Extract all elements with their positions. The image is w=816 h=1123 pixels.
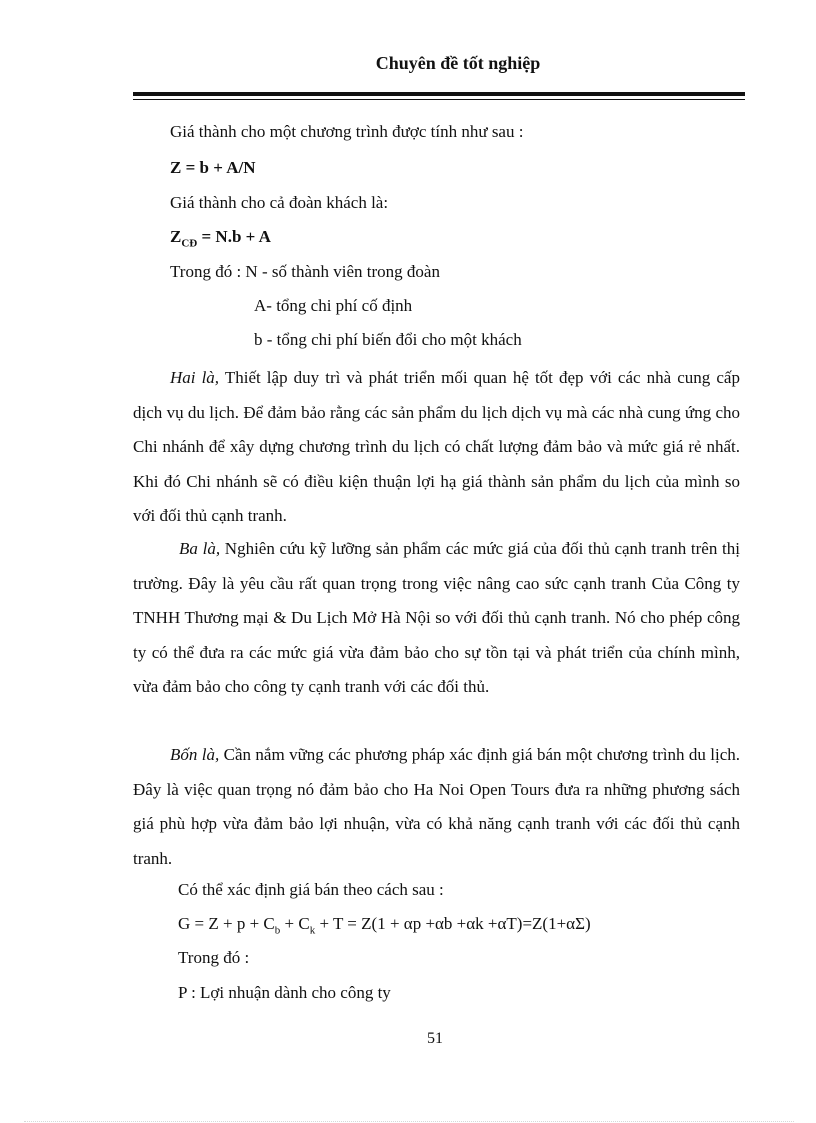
profit-definition: P : Lợi nhuận dành cho công ty [178, 983, 391, 1002]
formula-sale-part-b: + C [280, 914, 310, 933]
formula-sale-sub-b: b [274, 924, 281, 937]
formula-sale-part-a: G = Z + p + C [178, 914, 275, 933]
formula-group-z: Z [170, 227, 182, 246]
where-item-b: b - tổng chi phí biến đổi cho một khách [254, 330, 522, 349]
paragraph-four-lead: Bốn là, [170, 745, 220, 764]
formula-sale-sub-k: k [309, 924, 316, 937]
where-item-a: A- tổng chi phí cố định [254, 296, 413, 315]
formula-group-rest: = N.b + A [197, 227, 271, 246]
where-line-two: Trong đó : [178, 948, 250, 967]
header-rule-thin [133, 99, 745, 100]
page-number: 51 [427, 1030, 443, 1047]
paragraph-two-lead: Hai là, [170, 368, 220, 387]
paragraph-four-text: Cần nắm vững các phương pháp xác định giá bán một chương trình du lịch. Đây là việc quan trọng nó đảm bảo cho Ha Noi Open Tours đưa ra những phương sách giá phù hợp vừa đảm bảo lợi nhuận, vừa có khả năng cạnh tranh với các đối thủ cạnh tranh. [133, 745, 740, 868]
formula-group-cost [170, 225, 271, 255]
formula-unit-cost: Z = b + A/N [170, 158, 256, 177]
intro-line: Giá thành cho một chương trình được tính như sau : [170, 122, 524, 141]
formula-sale-part-c: + T = Z(1 + αp +αb +αk +αT)=Z(1+αΣ) [315, 914, 591, 933]
paragraph-three-text: Nghiên cứu kỹ lưỡng sản phẩm các mức giá của đối thủ cạnh tranh trên thị trường. Đây là yêu cầu rất quan trọng trong việc nâng cao sức cạnh tranh Của Công ty TNHH Thương mại & Du Lịch Mở Hà Nội so với đối thủ cạnh tranh. Nó cho phép công ty có thể đưa ra các mức giá vừa đảm bảo cho sự tồn tại và phát triển của chính mình, vừa đảm bảo cho công ty cạnh tranh với các đối thủ. [133, 539, 741, 696]
paragraph-two [133, 361, 740, 534]
sale-price-line: Có thể xác định giá bán theo cách sau : [178, 880, 444, 899]
bottom-dotted-rule [24, 1121, 794, 1122]
paragraph-two-text: Thiết lập duy trì và phát triển mối quan hệ tốt đẹp với các nhà cung cấp dịch vụ du lịch. Để đảm bảo rằng các sản phẩm du lịch dịch vụ mà các nhà cung ứng cho Chi nhánh để xây dựng chương trình du lịch có chất lượng đảm bảo và mức giá rẻ nhất. Khi đó Chi nhánh sẽ có điều kiện thuận lợi hạ giá thành sản phẩm du lịch của mình so với đối thủ cạnh tranh. [133, 368, 740, 525]
paragraph-three-lead: Ba là, [179, 539, 221, 558]
page-header-title: Chuyên đề tốt nghiệp [375, 53, 541, 73]
group-cost-line: Giá thành cho cả đoàn khách là: [170, 193, 389, 212]
formula-group-sub: CĐ [181, 237, 198, 250]
where-line: Trong đó : N - số thành viên trong đoàn [170, 262, 440, 281]
paragraph-three [133, 532, 740, 705]
formula-sale-price [178, 912, 591, 942]
paragraph-four [133, 738, 740, 876]
header-rule-thick [133, 92, 745, 96]
